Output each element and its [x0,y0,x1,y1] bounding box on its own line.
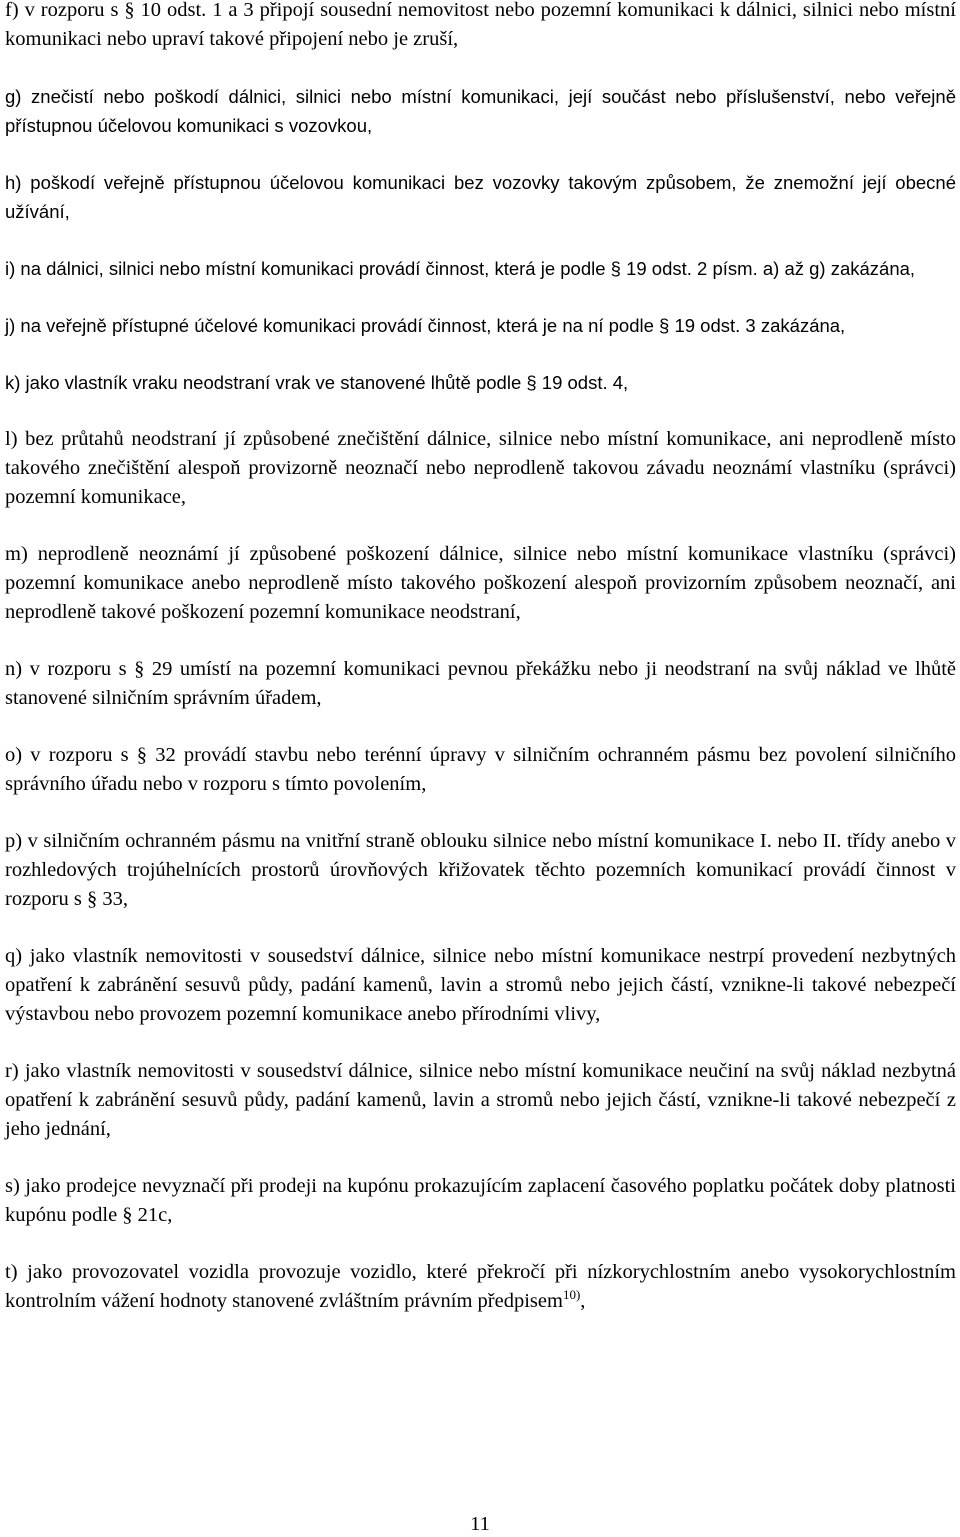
paragraph-o: o) v rozporu s § 32 provádí stavbu nebo terénní úpravy v silničním ochranném pásmu bez povolení silničního správního úřadu nebo v rozporu s tímto povolením, [5,744,956,795]
paragraph-g: g) znečistí nebo poškodí dálnici, silnici nebo místní komunikaci, její součást nebo příslušenství, nebo veřejně přístupnou účelovou komunikaci s vozovkou, [5,86,956,136]
paragraph-p: p) v silničním ochranném pásmu na vnitřní straně oblouku silnice nebo místní komunikace I. nebo II. třídy anebo v rozhledových trojúhelnících prostorů úrovňových křižovatek těchto pozemních komunikací provádí činnost v rozporu s § 33, [5,830,956,910]
paragraph-t-text: t) jako provozovatel vozidla provozuje vozidlo, které překročí při nízkorychlostním anebo vysokorychlostním kontrolním vážení hodnoty stanovené zvláštním právním předpisem [5,1261,956,1312]
paragraph-q: q) jako vlastník nemovitosti v sousedství dálnice, silnice nebo místní komunikace nestrpí provedení nezbytných opatření k zabránění sesuvů půdy, padání kamenů, lavin a stromů nebo jejich částí, vznikne-li takové nebezpečí výstavbou nebo provozem pozemní komunikace anebo přírodními vlivy, [5,945,956,1025]
paragraph-m: m) neprodleně neoznámí jí způsobené poškození dálnice, silnice nebo místní komunikace vlastníku (správci) pozemní komunikace anebo neprodleně místo takového poškození alespoň provizorním způsobem neoznačí, ani neprodleně takové poškození pozemní komunikace neodstraní, [5,543,956,623]
paragraph-n: n) v rozporu s § 29 umístí na pozemní komunikaci pevnou překážku nebo ji neodstraní na svůj náklad ve lhůtě stanovené silničním správním úřadem, [5,658,956,709]
paragraph-l: l) bez průtahů neodstraní jí způsobené znečištění dálnice, silnice nebo místní komunikace, ani neprodleně místo takového znečištění alespoň provizorně neoznačí nebo neprodleně takovou závadu neoznámí vlastníku (správci) pozemní komunikace, [5,428,956,508]
paragraph-t [5,1258,956,1316]
paragraph-j: j) na veřejně přístupné účelové komunikaci provádí činnost, která je na ní podle § 19 odst. 3 zakázána, [5,315,846,336]
footnote-reference: 10) [562,1287,581,1303]
paragraph-t-tail: , [580,1290,586,1312]
paragraph-f: f) v rozporu s § 10 odst. 1 a 3 připojí sousední nemovitost nebo pozemní komunikaci k dálnici, silnici nebo místní komunikaci nebo upraví takové připojení nebo je zruší, [5,0,956,50]
document-body [5,0,956,1316]
page-number: 11 [470,1513,490,1535]
paragraph-r: r) jako vlastník nemovitosti v sousedství dálnice, silnice nebo místní komunikace neučiní na svůj náklad nezbytná opatření k zabránění sesuvů půdy, padání kamenů, lavin a stromů nebo jejich částí, vznikne-li takové nebezpečí z jeho jednání, [5,1060,956,1140]
paragraph-h: h) poškodí veřejně přístupnou účelovou komunikaci bez vozovky takovým způsobem, že znemožní její obecné užívání, [5,172,956,222]
paragraph-s: s) jako prodejce nevyznačí při prodeji na kupónu prokazujícím zaplacení časového poplatku počátek doby platnosti kupónu podle § 21c, [5,1175,956,1226]
paragraph-k: k) jako vlastník vraku neodstraní vrak ve stanovené lhůtě podle § 19 odst. 4, [5,372,629,393]
paragraph-i: i) na dálnici, silnici nebo místní komunikaci provádí činnost, která je podle § 19 odst. 2 písm. a) až g) zakázána, [5,258,916,279]
